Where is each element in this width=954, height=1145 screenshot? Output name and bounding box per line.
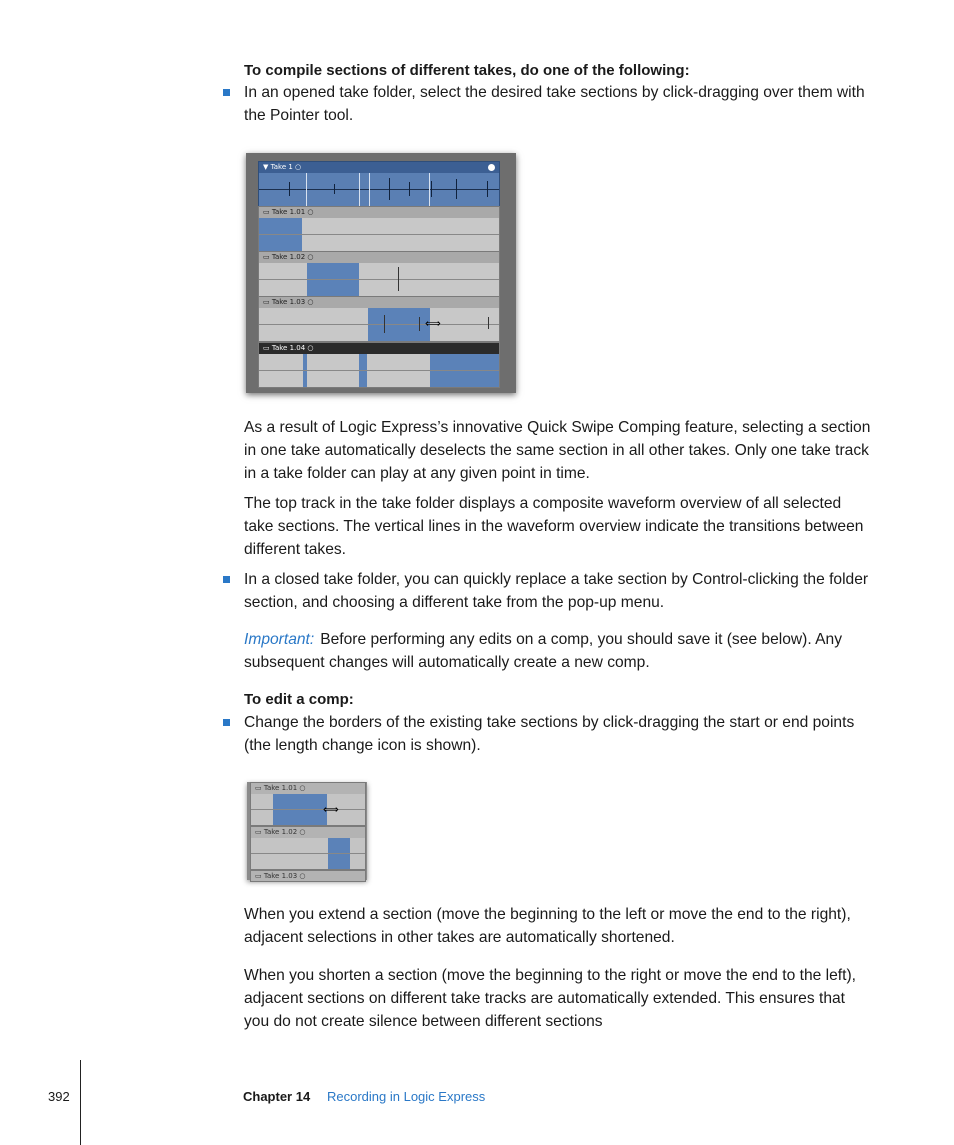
waveform-spike <box>389 178 390 200</box>
waveform <box>259 234 499 235</box>
waveform <box>259 189 499 190</box>
footer-divider <box>80 1060 81 1145</box>
take-lane-label: Take 1.01 <box>263 784 298 792</box>
take-lane-label: Take 1.02 <box>271 253 306 261</box>
take-lane-header: ▭ Take 1.03 ○ <box>259 297 499 308</box>
waveform-spike <box>409 182 410 196</box>
take-lane-header: ▭ Take 1.04 ○ <box>259 343 499 354</box>
section-heading-edit-comp: To edit a comp: <box>244 691 354 708</box>
transition-line <box>306 173 307 206</box>
chapter-title-link[interactable]: Recording in Logic Express <box>327 1089 486 1104</box>
length-change-icon: ⟺ <box>425 317 441 330</box>
waveform-spike <box>384 315 385 333</box>
bullet-item-opened-folder: In an opened take folder, select the desired take sections by click-dragging over them with the Pointer tool. <box>244 84 865 124</box>
take-lane <box>258 251 500 297</box>
take-lane-label: Take 1.03 <box>263 872 298 880</box>
bullet-marker <box>223 89 230 96</box>
take-lane <box>258 296 500 342</box>
section-heading-compile: To compile sections of different takes, do one of the following: <box>244 62 690 79</box>
transition-line <box>429 173 430 206</box>
waveform <box>259 279 499 280</box>
paragraph-top-track: The top track in the take folder displays a composite waveform overview of all selected take sections. The vertical lines in the waveform overview indicate the transitions between different takes. <box>244 495 864 558</box>
waveform <box>259 324 499 325</box>
take-folder-screenshot <box>246 153 516 393</box>
bullet-item-change-borders: Change the borders of the existing take sections by click-dragging the start or end points (the length change icon is shown). <box>244 714 855 754</box>
take-lane <box>250 782 366 826</box>
take-lane-label: Take 1.03 <box>271 298 306 306</box>
waveform <box>251 809 365 810</box>
bullet-marker <box>223 576 230 583</box>
waveform-spike <box>488 317 489 329</box>
take-folder-header: ▼ Take 1 ○ <box>259 162 499 173</box>
transition-line <box>359 173 360 206</box>
page-number: 392 <box>48 1089 70 1104</box>
take-folder-label: Take 1 <box>270 163 293 171</box>
length-change-screenshot <box>247 782 367 880</box>
take-lane-label: Take 1.04 <box>271 344 306 352</box>
important-label: Important: <box>244 631 315 648</box>
take-lane-header: ▭ Take 1.03 ○ <box>251 871 365 882</box>
take-lane <box>258 206 500 252</box>
take-lane-header: ▭ Take 1.02 ○ <box>259 252 499 263</box>
important-text: Before performing any edits on a comp, you should save it (see below). Any subsequent changes will automatically create a new comp. <box>244 631 843 671</box>
take-lane <box>250 870 366 882</box>
waveform-spike <box>334 184 335 194</box>
transition-line <box>369 173 370 206</box>
take-lane-header: ▭ Take 1.02 ○ <box>251 827 365 838</box>
paragraph-quick-swipe: As a result of Logic Express’s innovative Quick Swipe Comping feature, selecting a section in one take automatically deselects the same section in all other takes. Only one take track in a take folder can play at any given point in time. <box>244 419 871 482</box>
waveform-spike <box>419 317 420 331</box>
bullet-marker <box>223 719 230 726</box>
waveform-spike <box>456 179 457 199</box>
paragraph-extend-section: When you extend a section (move the beginning to the left or move the end to the right), adjacent selections in other takes are automatically shortened. <box>244 906 851 946</box>
waveform-spike <box>487 181 488 197</box>
waveform-spike <box>398 267 399 291</box>
take-lane-label: Take 1.01 <box>271 208 306 216</box>
important-note <box>244 628 874 674</box>
take-folder-lane <box>258 161 500 207</box>
folder-menu-icon <box>488 164 495 171</box>
chapter-label: Chapter 14 <box>243 1089 311 1104</box>
paragraph-shorten-section: When you shorten a section (move the beginning to the right or move the end to the left), adjacent sections on different take tracks are automatically extended. This ensures that you do not create silence between different sections <box>244 967 856 1030</box>
take-lane <box>250 826 366 870</box>
waveform <box>251 853 365 854</box>
waveform <box>259 370 499 371</box>
length-change-icon: ⟺ <box>323 803 339 816</box>
take-lane <box>258 342 500 388</box>
take-lane-label: Take 1.02 <box>263 828 298 836</box>
bullet-item-closed-folder: In a closed take folder, you can quickly replace a take section by Control-clicking the folder section, and choosing a different take from the pop-up menu. <box>244 571 869 611</box>
take-lane-header: ▭ Take 1.01 ○ <box>251 783 365 794</box>
waveform-spike <box>431 181 432 197</box>
take-lane-header: ▭ Take 1.01 ○ <box>259 207 499 218</box>
waveform-spike <box>289 182 290 196</box>
